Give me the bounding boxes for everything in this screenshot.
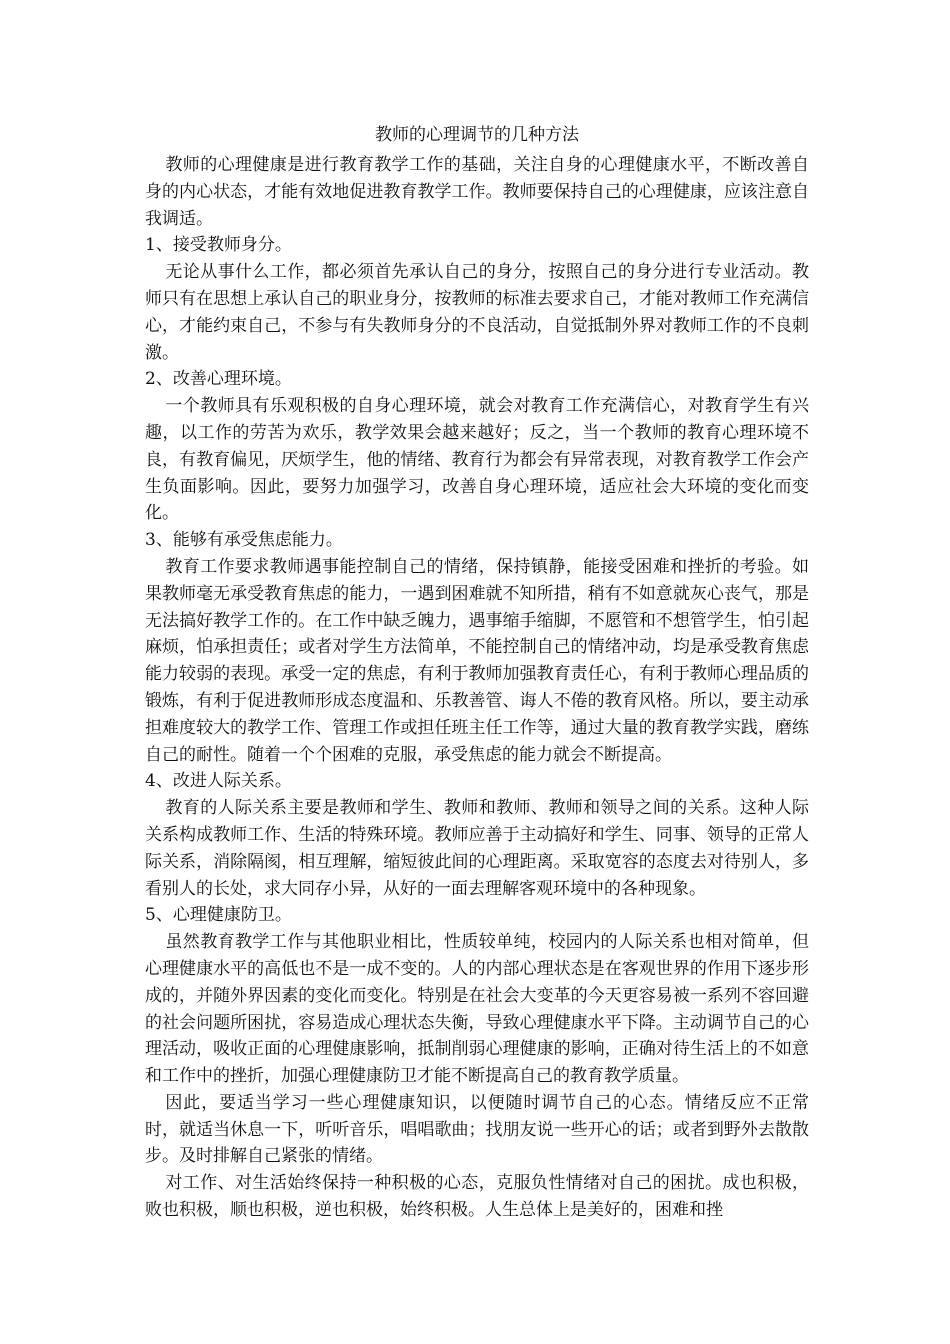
document-title: 教师的心理调节的几种方法 xyxy=(375,125,579,145)
section-4-paragraph: 教育的人际关系主要是教师和学生、教师和教师、教师和领导之间的关系。这种人际关系构成教师工作、生活的特殊环境。教师应善于主动搞好和学生、同事、领导的正常人际关系，消除隔阂，相互理解，缩短彼此间的心理距离。采取宽容的态度去对待别人，多看别人的长处，求大同存小异，从好的一面去理解客观环境中的各种现象。 xyxy=(145,798,809,899)
section-heading-3: 3、能够有承受焦虑能力。 xyxy=(145,530,343,551)
section-heading-5: 5、心理健康防卫。 xyxy=(145,905,292,926)
section-3-paragraph: 教育工作要求教师遇事能控制自己的情绪，保持镇静，能接受困难和挫折的考验。如果教师毫无承受教育焦虑的能力，一遇到困难就不知所措，稍有不如意就灰心丧气，那是无法搞好教学工作的。在工作中缺乏魄力，遇事缩手缩脚，不愿管和不想管学生，怕引起麻烦，怕承担责任；或者对学生方法简单，不能控制自己的情绪冲动，均是承受教育焦虑能力较弱的表现。承受一定的焦虑，有利于教师加强教育责任心，有利于教师心理品质的锻炼，有利于促进教师形成态度温和、乐教善管、诲人不倦的教育风格。所以，要主动承担难度较大的教学工作、管理工作或担任班主任工作等，通过大量的教育教学实践，磨练自己的耐性。随着一个个困难的克服，承受焦虑的能力就会不断提高。 xyxy=(145,556,809,765)
closing-paragraph: 对工作、对生活始终保持一种积极的心态，克服负性情绪对自己的困扰。成也积极，败也积极，顺也积极，逆也积极，始终积极。人生总体上是美好的，困难和挫 xyxy=(145,1173,809,1221)
section-heading-4: 4、改进人际关系。 xyxy=(145,771,292,792)
section-heading-1: 1、接受教师身分。 xyxy=(145,235,292,256)
advice-paragraph: 因此，要适当学习一些心理健康知识，以便随时调节自己的心态。情绪反应不正常时，就适当休息一下，听听音乐，唱唱歌曲；找朋友说一些开心的话；或者到野外去散散步。及时排解自己紧张的情绪。 xyxy=(145,1092,809,1167)
section-1-paragraph: 无论从事什么工作，都必须首先承认自己的身分，按照自己的身分进行专业活动。教师只有在思想上承认自己的职业身分，按教师的标准去要求自己，才能对教师工作充满信心，才能约束自己，不参与有失教师身分的不良活动，自觉抵制外界对教师工作的不良刺激。 xyxy=(145,262,809,363)
intro-paragraph: 教师的心理健康是进行教育教学工作的基础，关注自身的心理健康水平，不断改善自身的内心状态，才能有效地促进教育教学工作。教师要保持自己的心理健康，应该注意自我调适。 xyxy=(145,155,809,229)
section-heading-2: 2、改善心理环境。 xyxy=(145,369,292,390)
section-5-paragraph: 虽然教育教学工作与其他职业相比，性质较单纯，校园内的人际关系也相对简单，但心理健康水平的高低也不是一成不变的。人的内部心理状态是在客观世界的作用下逐步形成的，并随外界因素的变化而变化。特别是在社会大变革的今天更容易被一系列不容回避的社会问题所困扰，容易造成心理状态失衡，导致心理健康水平下降。主动调节自己的心理活动，吸收正面的心理健康影响，抵制削弱心理健康的影响，正确对待生活上的不如意和工作中的挫折，加强心理健康防卫才能不断提高自己的教育教学质量。 xyxy=(145,932,809,1087)
section-2-paragraph: 一个教师具有乐观积极的自身心理环境，就会对教育工作充满信心，对教育学生有兴趣，以工作的劳苦为欢乐，教学效果会越来越好；反之，当一个教师的教育心理环境不良，有教育偏见，厌烦学生，他的情绪、教育行为都会有异常表现，对教育教学工作会产生负面影响。因此，要努力加强学习，改善自身心理环境，适应社会大环境的变化而变化。 xyxy=(145,396,809,524)
document-page xyxy=(145,118,809,1224)
